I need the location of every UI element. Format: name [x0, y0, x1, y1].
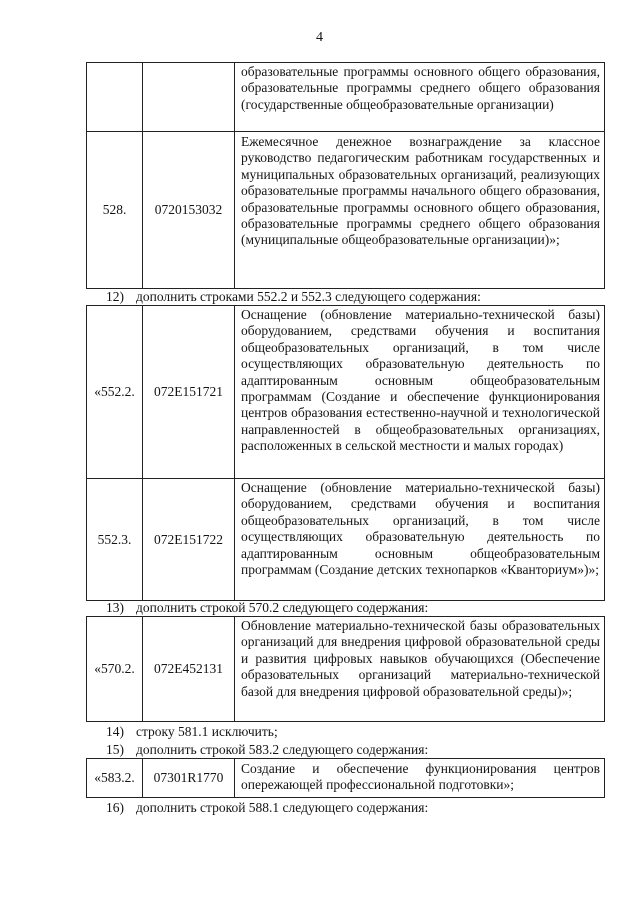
amendment-table-1 — [86, 62, 605, 289]
instruction-number: 14) — [106, 724, 124, 739]
instruction-number: 15) — [106, 742, 124, 757]
table-row — [87, 306, 604, 478]
row-description-cell: Создание и обеспечение функционирования центров опережающей профессиональной подготовки»; — [241, 761, 600, 793]
row-description-cell: Оснащение (обновление материально-технической базы) оборудованием, средствами обучения и воспитания общеобразовательных организаций, в том числе осуществляющих образовательную деятельность по адаптированным основным общеобразовательным программам (Создание детских технопарков «Кванториум»)»; — [241, 480, 600, 578]
row-number-cell — [87, 63, 143, 131]
row-code-cell: 0720153032 — [143, 132, 235, 288]
row-description-cell: Обновление материально-технической базы образовательных организаций для внедрения цифровой образовательной среды и развития цифровых навыков обучающихся (Обеспечение образовательных организаций материально-технической базой для внедрения цифровой образовательной среды)»; — [241, 618, 600, 699]
row-number-cell: «552.2. — [87, 306, 143, 478]
instruction-text: строку 581.1 исключить; — [136, 724, 278, 739]
instruction-number: 16) — [106, 800, 124, 815]
row-description-cell: образовательные программы основного общего образования, образовательные программы среднего общего образования (государственные общеобразовательные организации) — [241, 64, 600, 112]
amendment-table-4 — [86, 758, 605, 798]
instruction-text: дополнить строкой 583.2 следующего содержания: — [136, 742, 429, 757]
instruction-14 — [86, 724, 278, 740]
row-code-cell: 07301R1770 — [143, 759, 235, 797]
row-description-cell: Оснащение (обновление материально-технической базы) оборудованием, средствами обучения и воспитания общеобразовательных организаций, в том числе осуществляющих образовательную деятельность по адаптированным основным общеобразовательным программам (Создание и обеспечение функционирования центров образования естественно-научной и технологической направленностей в общеобразовательных организациях, расположенных в сельской местности и малых городах) — [241, 307, 600, 454]
table-row — [87, 617, 604, 721]
table-row — [87, 63, 604, 131]
instruction-text: дополнить строкой 588.1 следующего содержания: — [136, 800, 429, 815]
row-code-cell: 072E151722 — [143, 479, 235, 600]
instruction-number: 13) — [106, 600, 124, 615]
table-row — [87, 759, 604, 797]
row-code-cell: 072E452131 — [143, 617, 235, 721]
row-code-cell: 072E151721 — [143, 306, 235, 478]
amendment-table-2 — [86, 305, 605, 601]
row-number-cell: 528. — [87, 132, 143, 288]
amendment-table-3 — [86, 616, 605, 722]
row-number-cell: 552.3. — [87, 479, 143, 600]
instruction-text: дополнить строками 552.2 и 552.3 следующего содержания: — [136, 289, 481, 304]
row-code-cell — [143, 63, 235, 131]
page-number: 4 — [316, 30, 323, 45]
row-description-cell: Ежемесячное денежное вознаграждение за классное руководство педагогическим работникам государственных и муниципальных образовательных организаций, реализующих образовательные программы начального общего образования, образовательные программы основного общего образования, образовательные программы среднего общего образования (муниципальные общеобразовательные организации)»; — [241, 134, 600, 248]
table-row — [87, 131, 604, 288]
instruction-text: дополнить строкой 570.2 следующего содержания: — [136, 600, 429, 615]
table-row — [87, 478, 604, 600]
instruction-13 — [86, 600, 428, 616]
instruction-12 — [86, 289, 481, 305]
instruction-15 — [86, 742, 428, 758]
row-number-cell: «583.2. — [87, 759, 143, 797]
row-number-cell: «570.2. — [87, 617, 143, 721]
instruction-number: 12) — [106, 289, 124, 304]
instruction-16 — [86, 800, 428, 816]
